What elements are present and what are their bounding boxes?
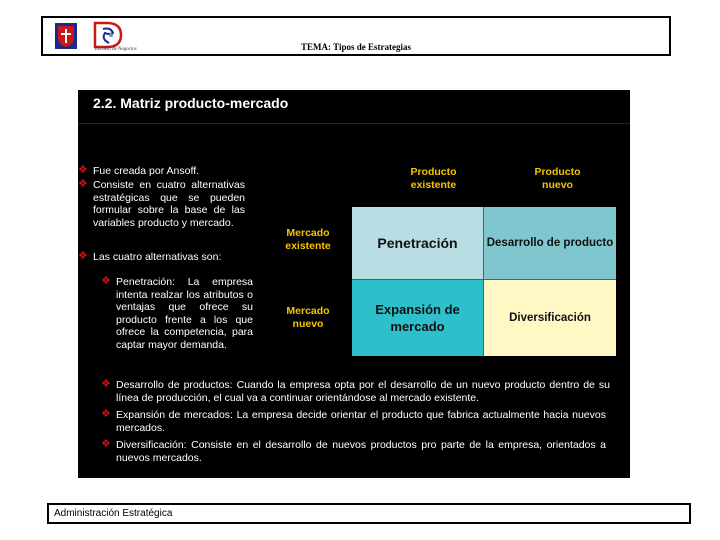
column-header-new-product: Producto nuevo [534, 166, 581, 191]
sub-bullet-item [101, 408, 606, 434]
matrix-divider-vertical [483, 207, 484, 356]
bullet-diamond-icon: ❖ [101, 378, 111, 390]
column-header-existing-product: Producto existente [410, 166, 457, 191]
sub-bullet-text: Penetración: La empresa intenta realzar los atributos o ventajas que ofrece su producto frente a los que ofrece la competencia, para captar mayor demanda. [116, 276, 253, 351]
footer-box [47, 503, 691, 524]
bullet-text: Consiste en cuatro alternativas estratégicas que se pueden formular sobre la base de las variables producto y mercado. [93, 179, 245, 229]
matrix-cell-product-development: Desarrollo de producto [484, 207, 616, 279]
sub-bullet-text: Diversificación: Consiste en el desarrollo de nuevos productos pro parte de la empresa, orientados a nuevos mercados. [116, 439, 606, 464]
row-header-new-market: Mercado nuevo [286, 305, 330, 330]
header-box [41, 16, 671, 56]
bullet-text: Las cuatro alternativas son: [93, 251, 222, 263]
title-divider [78, 123, 630, 124]
footer-text: Administración Estratégica [54, 508, 173, 519]
matrix-divider-horizontal [352, 279, 616, 280]
sub-bullet-item [101, 438, 606, 464]
bullet-diamond-icon: ❖ [101, 275, 111, 287]
page-title: TEMA: Tipos de Estrategias [301, 42, 411, 52]
sub-bullet-text: Expansión de mercados: La empresa decide orientar el producto que fabrica actualmente hacia nuevos mercados. [116, 409, 606, 434]
bullet-item [78, 164, 263, 178]
matrix-cell-diversification: Diversificación [484, 280, 616, 356]
sub-bullet-item [101, 275, 253, 352]
bullet-diamond-icon: ❖ [78, 178, 88, 190]
bullet-diamond-icon: ❖ [101, 438, 111, 450]
bullet-text: Fue creada por Ansoff. [93, 165, 200, 177]
sub-bullet-text: Desarrollo de productos: Cuando la empresa opta por el desarrollo de un nuevo producto dentro de su línea de producción, el cual va a continuar orientándose al mercado existente. [116, 379, 610, 404]
bullet-item [78, 178, 245, 229]
slide-panel [78, 90, 630, 478]
sub-bullet-item [101, 378, 610, 404]
row-header-existing-market: Mercado existente [285, 227, 331, 252]
matrix-cell-penetration: Penetración [352, 207, 483, 279]
slide-title: 2.2. Matriz producto-mercado [93, 95, 289, 111]
matrix-cell-market-expansion: Expansión de mercado [352, 280, 483, 356]
bullet-diamond-icon: ❖ [78, 164, 88, 176]
bullet-diamond-icon: ❖ [101, 408, 111, 420]
bullet-item [78, 250, 263, 264]
logo-caption: Escuela de Negocios [95, 47, 137, 52]
bullet-diamond-icon: ❖ [78, 250, 88, 262]
